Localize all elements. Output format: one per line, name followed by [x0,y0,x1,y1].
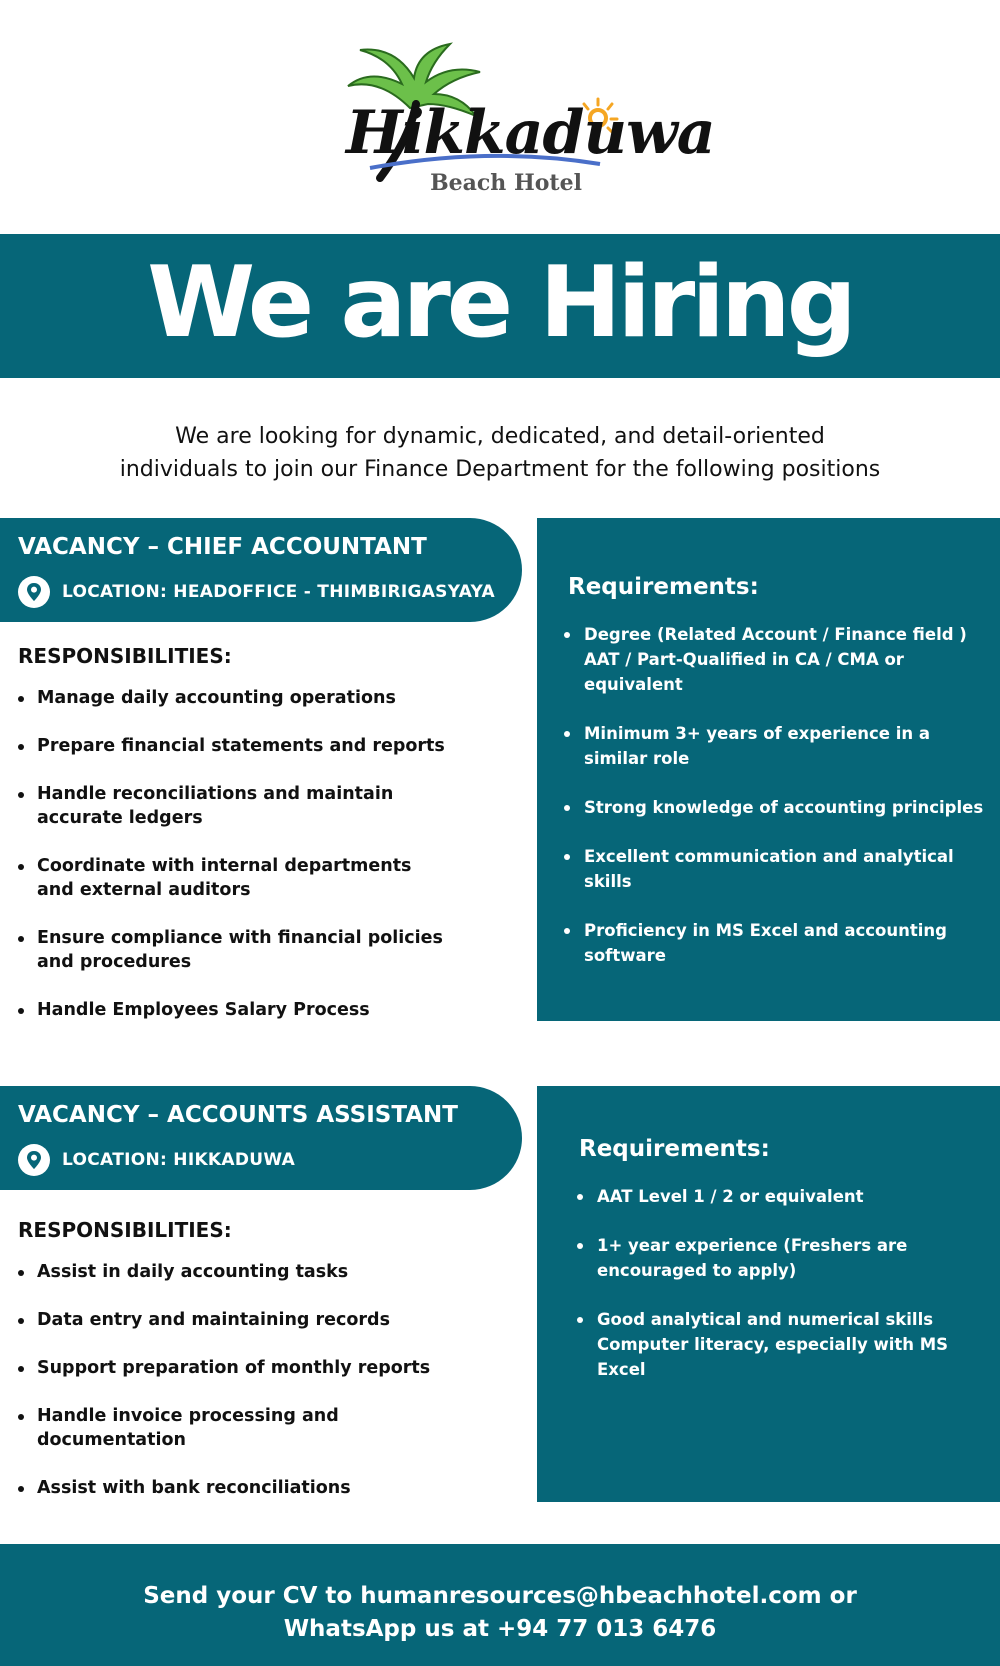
list-item: Assist in daily accounting tasks [18,1260,488,1284]
vacancy-header-accounts-assistant [0,1086,522,1190]
list-item: Ensure compliance with financial policies and procedures [18,926,468,974]
location-pin-icon [18,1144,50,1176]
list-item: Minimum 3+ years of experience in a similar role [564,721,989,771]
vacancy-location: LOCATION: HIKKADUWA [62,1150,296,1170]
vacancy-title: VACANCY – CHIEF ACCOUNTANT [18,534,427,560]
intro-line-1: We are looking for dynamic, dedicated, and detail-oriented [175,424,825,449]
list-item: Degree (Related Account / Finance field ) AAT / Part-Qualified in CA / CMA or equivalent [564,622,989,697]
requirements-list [577,1184,977,1382]
responsibilities-heading: RESPONSIBILITIES: [18,1218,232,1242]
intro-line-2: individuals to join our Finance Department for the following positions [119,457,881,482]
requirements-heading: Requirements: [568,574,759,600]
list-item: Proficiency in MS Excel and accounting software [564,918,989,968]
contact-text [100,1580,900,1646]
hotel-logo [340,38,715,203]
requirements-box-chief-accountant [537,518,1000,1021]
vacancy-location: LOCATION: HEADOFFICE - THIMBIRIGASYAYA [62,582,495,602]
list-item: 1+ year experience (Freshers are encouraged to apply) [577,1233,977,1283]
list-item: Support preparation of monthly reports [18,1356,488,1380]
responsibilities-heading: RESPONSIBILITIES: [18,644,232,668]
requirements-heading: Requirements: [579,1136,770,1162]
list-item: Good analytical and numerical skills Computer literacy, especially with MS Excel [577,1307,977,1382]
list-item: Assist with bank reconciliations [18,1476,488,1500]
list-item: Manage daily accounting operations [18,686,488,710]
page-title: We are Hiring [147,246,853,360]
contact-line-email: Send your CV to humanresources@hbeachhotel.com or [143,1583,857,1609]
list-item: Handle invoice processing and documentation [18,1404,378,1452]
vacancy-header-chief-accountant [0,518,522,622]
contact-footer [0,1544,1000,1666]
list-item: Handle reconciliations and maintain accurate ledgers [18,782,428,830]
hiring-banner [0,234,1000,378]
list-item: Handle Employees Salary Process [18,998,488,1022]
contact-line-whatsapp: WhatsApp us at +94 77 013 6476 [283,1616,717,1642]
intro-text [60,420,940,486]
responsibilities-list [18,686,488,1022]
list-item: AAT Level 1 / 2 or equivalent [577,1184,977,1209]
requirements-list [564,622,989,968]
logo-wordmark: Hikkaduwa [346,98,715,168]
location-pin-icon [18,576,50,608]
list-item: Coordinate with internal departments and external auditors [18,854,428,902]
list-item: Data entry and maintaining records [18,1308,488,1332]
responsibilities-list [18,1260,488,1500]
list-item: Strong knowledge of accounting principles [564,795,989,820]
list-item: Prepare financial statements and reports [18,734,488,758]
list-item: Excellent communication and analytical skills [564,844,989,894]
vacancy-title: VACANCY – ACCOUNTS ASSISTANT [18,1102,458,1128]
requirements-box-accounts-assistant [537,1086,1000,1502]
logo-subtitle: Beach Hotel [430,170,582,196]
